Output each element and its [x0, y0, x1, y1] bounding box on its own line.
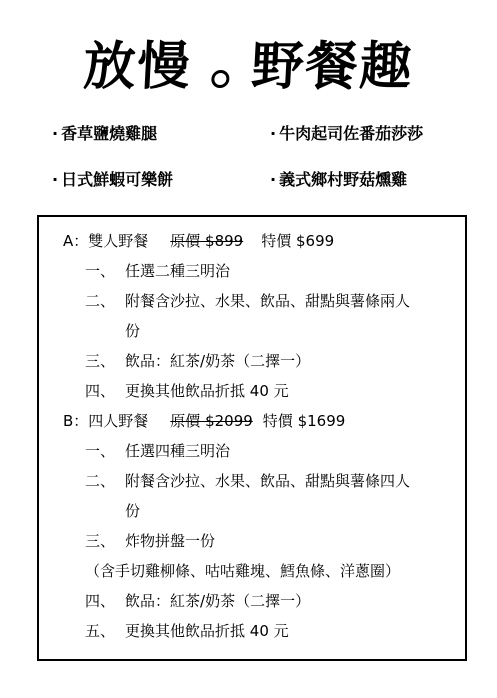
item-text: （含手切雞柳條、咕咕雞塊、鱈魚條、洋蔥圈）	[85, 562, 401, 580]
plan-b-item	[85, 531, 215, 551]
item-text: 更換其他飲品折抵 40 元	[125, 382, 289, 400]
item-number: 二、	[85, 292, 116, 310]
dish-name: 義式鄉村野菇燻雞	[279, 170, 408, 189]
dish-item	[52, 170, 173, 190]
item-number: 三、	[85, 532, 116, 550]
dish-name: 日式鮮蝦可樂餅	[61, 170, 174, 189]
dish-name: 香草鹽燒雞腿	[61, 124, 158, 143]
item-number: 三、	[85, 352, 116, 370]
item-text: 飲品：紅茶/奶茶（二擇一）	[125, 592, 311, 610]
item-number: 四、	[85, 592, 116, 610]
plan-b-heading: B：四人野餐	[63, 412, 149, 430]
plan-a-original-price: 原價 $899	[170, 232, 244, 250]
title-part-2: 野餐趣	[249, 36, 416, 97]
title-part-1: 放慢	[81, 36, 194, 97]
plan-b-item	[85, 441, 230, 461]
menu-box	[37, 215, 467, 661]
item-number: 一、	[85, 442, 116, 460]
plan-a-heading: A：雙人野餐	[63, 232, 149, 250]
dish-item	[52, 124, 157, 144]
bullet: ·	[270, 170, 277, 189]
bullet: ·	[52, 170, 59, 189]
plan-a-special-price: 特價 $699	[261, 232, 335, 250]
item-text: 飲品：紅茶/奶茶（二擇一）	[125, 352, 311, 370]
item-text: 任選二種三明治	[125, 262, 231, 280]
plan-a-item-continuation	[125, 321, 140, 341]
plan-b-special-price: 特價 $1699	[262, 412, 346, 430]
bullet: ·	[270, 124, 277, 143]
page-title	[0, 35, 497, 99]
item-text: 份	[125, 322, 141, 340]
plan-b-heading-line	[63, 411, 345, 431]
item-text: 附餐含沙拉、水果、飲品、甜點與薯條四人	[125, 472, 411, 490]
bullet: ·	[52, 124, 59, 143]
item-text: 附餐含沙拉、水果、飲品、甜點與薯條兩人	[125, 292, 411, 310]
item-number: 四、	[85, 382, 116, 400]
plan-a-item	[85, 291, 410, 311]
plan-a-heading-line	[63, 231, 334, 251]
item-text: 份	[125, 502, 141, 520]
plan-b-item-continuation	[125, 501, 140, 521]
title-circle-separator	[210, 70, 229, 88]
item-number: 五、	[85, 622, 116, 640]
item-number: 一、	[85, 262, 116, 280]
plan-b-item-note	[85, 561, 400, 581]
plan-a-item	[85, 351, 310, 371]
plan-b-original-price: 原價 $2099	[170, 412, 253, 430]
item-text: 更換其他飲品折抵 40 元	[125, 622, 289, 640]
dish-item	[270, 170, 407, 190]
plan-b-item	[85, 471, 410, 491]
item-text: 任選四種三明治	[125, 442, 231, 460]
plan-a-item	[85, 381, 289, 401]
item-text: 炸物拼盤一份	[125, 532, 216, 550]
dish-item	[270, 124, 423, 144]
item-number: 二、	[85, 472, 116, 490]
dish-name: 牛肉起司佐番茄莎莎	[279, 124, 424, 143]
plan-b-item	[85, 591, 310, 611]
plan-a-item	[85, 261, 230, 281]
plan-b-item	[85, 621, 289, 641]
